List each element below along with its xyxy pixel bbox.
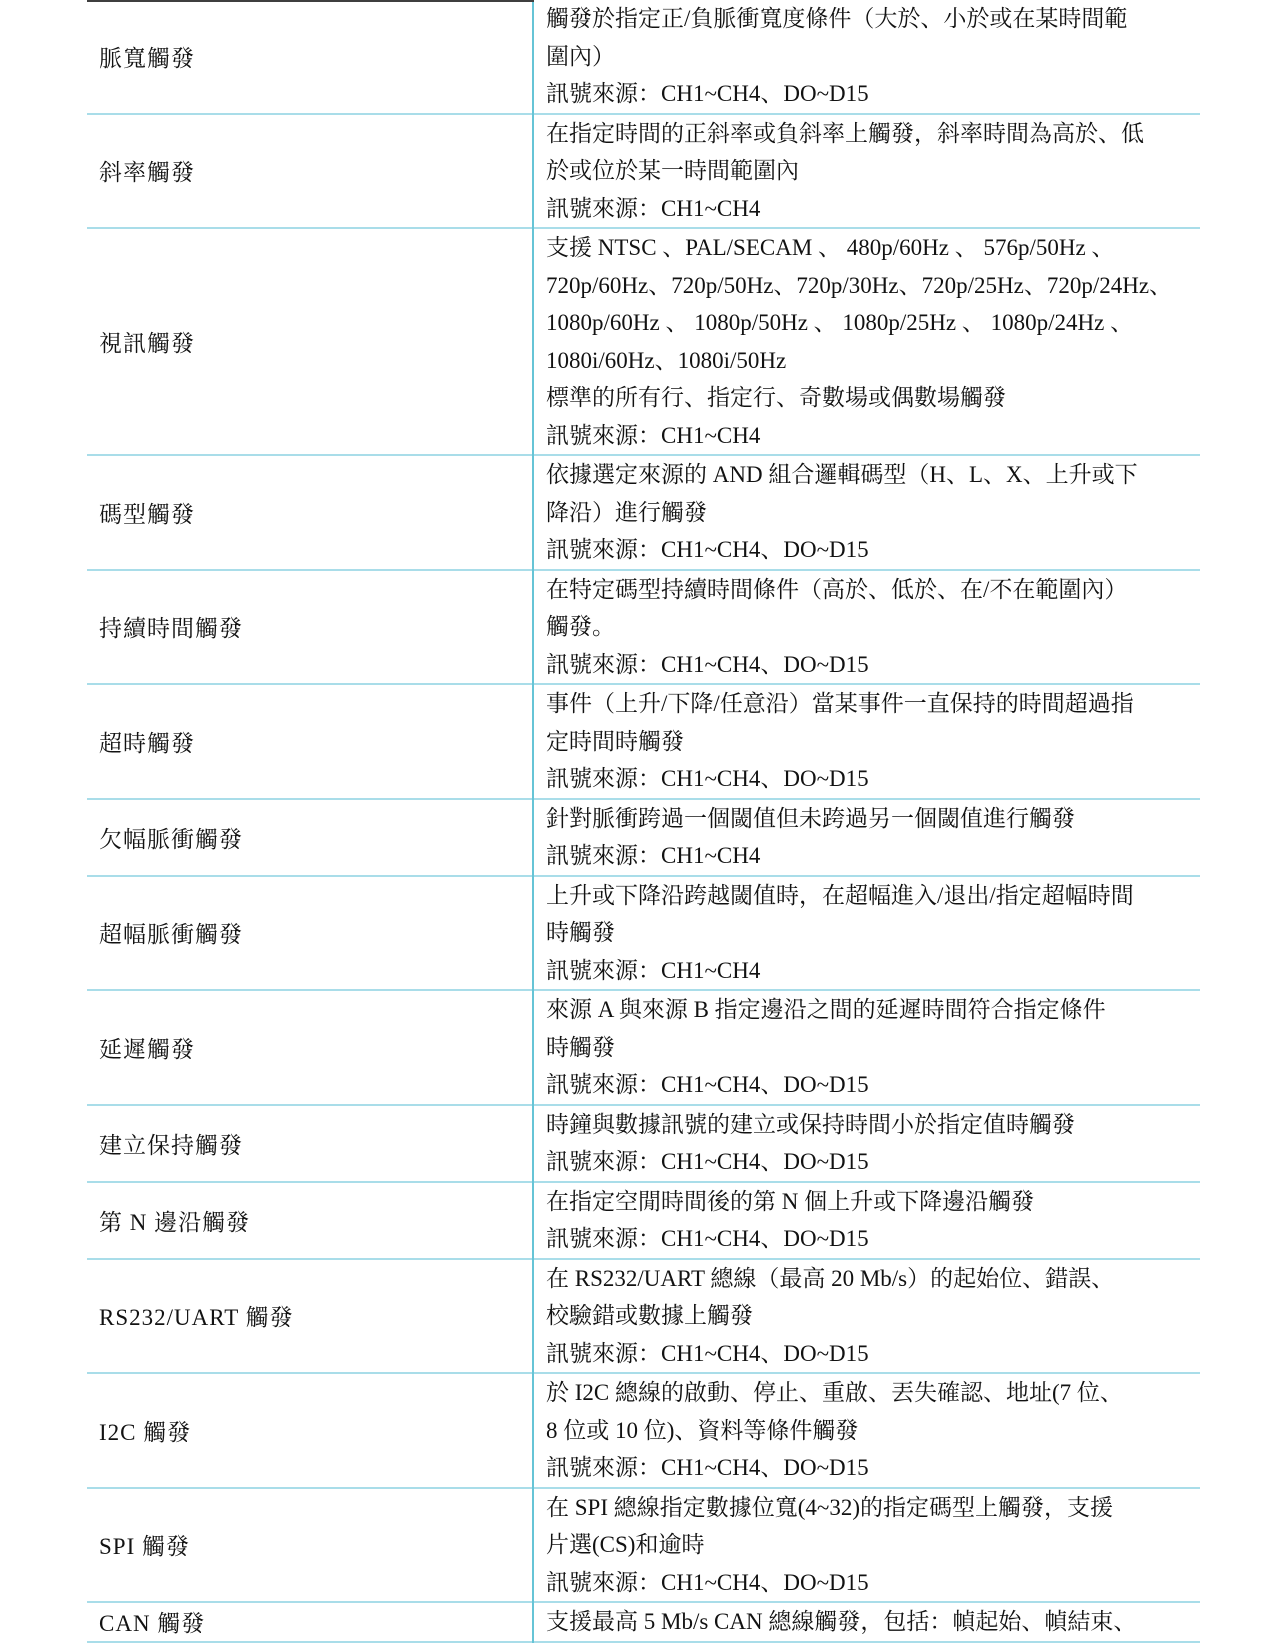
description-line: 720p/60Hz、720p/50Hz、720p/30Hz、720p/25Hz、720p/24Hz、 bbox=[546, 272, 1173, 298]
description-line: 訊號來源：CH1~CH4 bbox=[546, 422, 761, 448]
description-line: 來源 A 與來源 B 指定邊沿之間的延遲時間符合指定條件 bbox=[546, 997, 1106, 1022]
description-line: 支援最高 5 Mb/s CAN 總線觸發，包括：幀起始、幀結束、 bbox=[546, 1609, 1137, 1634]
table-row bbox=[87, 571, 1200, 686]
description-line: 時觸發 bbox=[546, 920, 615, 945]
description-line: 訊號來源：CH1~CH4 bbox=[546, 843, 761, 868]
description-line: 1080p/60Hz 、 1080p/50Hz 、 1080p/25Hz 、 1080p/24Hz 、 bbox=[546, 310, 1134, 335]
description-line: 訊號來源：CH1~CH4、DO~D15 bbox=[546, 1072, 869, 1097]
description-line: 訊號來源：CH1~CH4、DO~D15 bbox=[546, 1569, 869, 1595]
description-line: 標準的所有行、指定行、奇數場或偶數場觸發 bbox=[546, 385, 1006, 410]
description-line: 在指定空閒時間後的第 N 個上升或下降邊沿觸發 bbox=[546, 1188, 1035, 1214]
table-row bbox=[87, 991, 1200, 1106]
trigger-type-label: 超幅脈衝觸發 bbox=[99, 922, 243, 948]
description-line: 觸發於指定正/負脈衝寬度條件（大於、小於或在某時間範 bbox=[546, 6, 1128, 31]
description-line: 依據選定來源的 AND 組合邏輯碼型（H、L、X、上升或下 bbox=[546, 462, 1138, 487]
description-line: 定時間時觸發 bbox=[546, 728, 684, 754]
table-row bbox=[87, 877, 1200, 992]
description-line: 8 位或 10 位)、資料等條件觸發 bbox=[546, 1417, 859, 1443]
description-line: 上升或下降沿跨越閾值時，在超幅進入/退出/指定超幅時間 bbox=[546, 882, 1134, 908]
trigger-spec-table bbox=[87, 0, 1200, 1643]
table-row bbox=[87, 685, 1200, 800]
trigger-description bbox=[532, 800, 1200, 875]
description-line: 降沿）進行觸發 bbox=[546, 499, 707, 525]
trigger-type-label: SPI 觸發 bbox=[99, 1534, 190, 1560]
trigger-type-label: 碼型觸發 bbox=[99, 501, 195, 527]
trigger-description bbox=[532, 1489, 1200, 1602]
trigger-description bbox=[532, 115, 1200, 228]
description-line: 在 RS232/UART 總線（最高 20 Mb/s）的起始位、錯誤、 bbox=[546, 1265, 1115, 1291]
trigger-description bbox=[532, 1603, 1200, 1641]
description-line: 觸發。 bbox=[546, 614, 615, 639]
trigger-type-label: 欠幅脈衝觸發 bbox=[99, 826, 243, 852]
trigger-type-label: RS232/UART 觸發 bbox=[99, 1305, 294, 1331]
trigger-description bbox=[532, 1260, 1200, 1373]
description-line: 圍內） bbox=[546, 43, 615, 69]
description-line: 於 I2C 總線的啟動、停止、重啟、丟失確認、地址(7 位、 bbox=[546, 1380, 1123, 1405]
table-row bbox=[87, 0, 1200, 115]
description-line: 針對脈衝跨過一個閾值但未跨過另一個閾值進行觸發 bbox=[546, 805, 1075, 831]
table-row bbox=[87, 115, 1200, 230]
description-line: 在指定時間的正斜率或負斜率上觸發，斜率時間為高於、低 bbox=[546, 120, 1144, 146]
trigger-type-label: 視訊觸發 bbox=[99, 331, 195, 356]
description-line: 校驗錯或數據上觸發 bbox=[546, 1303, 753, 1328]
description-line: 訊號來源：CH1~CH4、DO~D15 bbox=[546, 1226, 869, 1251]
description-line: 時觸發 bbox=[546, 1034, 615, 1060]
description-line: 訊號來源：CH1~CH4、DO~D15 bbox=[546, 1149, 869, 1174]
description-line: 訊號來源：CH1~CH4、DO~D15 bbox=[546, 1455, 869, 1480]
top-border-line bbox=[87, 0, 534, 2]
trigger-description bbox=[532, 685, 1200, 798]
trigger-type-label: 斜率觸發 bbox=[99, 160, 195, 186]
description-line: 在特定碼型持續時間條件（高於、低於、在/不在範圍內） bbox=[546, 576, 1128, 602]
trigger-description bbox=[532, 877, 1200, 990]
table-row bbox=[87, 1106, 1200, 1183]
trigger-type-label: CAN 觸發 bbox=[99, 1611, 206, 1637]
table-row bbox=[87, 800, 1200, 877]
table-row bbox=[87, 1489, 1200, 1604]
table-row bbox=[87, 1183, 1200, 1260]
description-line: 於或位於某一時間範圍內 bbox=[546, 158, 799, 183]
table-row bbox=[87, 1374, 1200, 1489]
description-line: 片選(CS)和逾時 bbox=[546, 1532, 705, 1557]
trigger-type-label: 持續時間觸發 bbox=[99, 616, 243, 642]
description-line: 支援 NTSC 、PAL/SECAM 、 480p/60Hz 、 576p/50Hz 、 bbox=[546, 235, 1115, 260]
trigger-description bbox=[532, 456, 1200, 569]
table-row bbox=[87, 229, 1200, 456]
trigger-type-label: 建立保持觸發 bbox=[99, 1132, 243, 1158]
trigger-type-label: 第 N 邊沿觸發 bbox=[99, 1209, 251, 1235]
trigger-type-label: I2C 觸發 bbox=[99, 1419, 192, 1445]
trigger-description bbox=[532, 571, 1200, 684]
table-row bbox=[87, 456, 1200, 571]
trigger-description bbox=[532, 1183, 1200, 1258]
trigger-type-label: 延遲觸發 bbox=[99, 1036, 195, 1062]
description-line: 訊號來源：CH1~CH4 bbox=[546, 957, 761, 983]
trigger-type-label: 超時觸發 bbox=[99, 730, 195, 756]
description-line: 1080i/60Hz、1080i/50Hz bbox=[546, 347, 787, 373]
description-line: 訊號來源：CH1~CH4、DO~D15 bbox=[546, 651, 869, 677]
trigger-description bbox=[532, 229, 1200, 454]
description-line: 訊號來源：CH1~CH4、DO~D15 bbox=[546, 766, 869, 791]
table-rows bbox=[87, 0, 1200, 1643]
description-line: 在 SPI 總線指定數據位寬(4~32)的指定碼型上觸發，支援 bbox=[546, 1494, 1114, 1520]
trigger-type-label: 脈寬觸發 bbox=[99, 45, 195, 71]
trigger-description bbox=[532, 1106, 1200, 1181]
description-line: 訊號來源：CH1~CH4、DO~D15 bbox=[546, 1340, 869, 1366]
description-line: 時鐘與數據訊號的建立或保持時間小於指定值時觸發 bbox=[546, 1111, 1075, 1137]
description-line: 訊號來源：CH1~CH4、DO~D15 bbox=[546, 537, 869, 562]
description-line: 訊號來源：CH1~CH4 bbox=[546, 195, 761, 221]
table-row bbox=[87, 1260, 1200, 1375]
description-line: 事件（上升/下降/任意沿）當某事件一直保持的時間超過指 bbox=[546, 691, 1134, 716]
trigger-description bbox=[532, 0, 1200, 113]
trigger-description bbox=[532, 1374, 1200, 1487]
table-row bbox=[87, 1603, 1200, 1643]
trigger-description bbox=[532, 991, 1200, 1104]
description-line: 訊號來源：CH1~CH4、DO~D15 bbox=[546, 81, 869, 106]
column-divider bbox=[532, 0, 534, 1643]
